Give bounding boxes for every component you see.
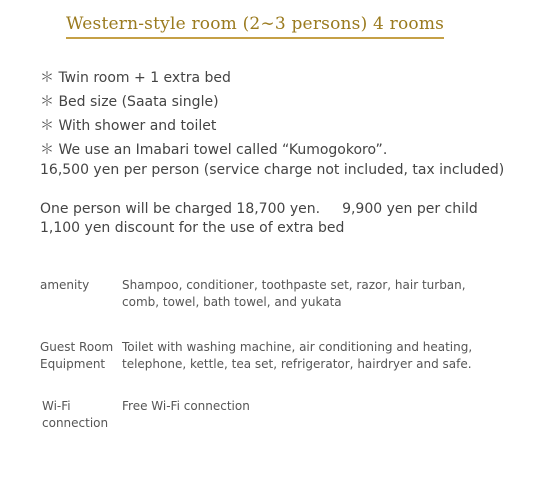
wifi-value: Free Wi-Fi connection (122, 399, 250, 413)
child-price: 9,900 yen per child (342, 201, 478, 217)
price-per-person: 16,500 yen per person (service charge not included, tax included) (40, 162, 505, 178)
equipment-row (40, 339, 492, 373)
extra-bed-discount: 1,100 yen discount for the use of extra bed (40, 220, 345, 236)
feature-item: ＊ Twin room + 1 extra bed (40, 70, 231, 86)
amenity-row (40, 277, 492, 311)
feature-item: ＊ Bed size (Saata single) (40, 94, 219, 110)
equipment-label-line: Guest Room (40, 340, 114, 354)
wifi-label-line: Wi-Fi (42, 399, 71, 413)
wifi-label (42, 398, 122, 432)
feature-item: ＊ With shower and toilet (40, 118, 217, 134)
wifi-label-line: connection (42, 416, 109, 430)
amenity-value: Shampoo, conditioner, toothpaste set, razor, hair turban, comb, towel, bath towel, and yukata (122, 278, 466, 309)
extra-pricing (40, 200, 478, 238)
equipment-label-line: Equipment (40, 357, 106, 371)
room-title: Western-style room (2∼3 persons) 4 rooms (66, 14, 444, 39)
equipment-value: Toilet with washing machine, air conditioning and heating, telephone, kettle, tea set, refrigerator, hairdryer and safe. (122, 340, 473, 371)
wifi-row (42, 398, 492, 432)
room-features-list (40, 66, 387, 162)
equipment-label (40, 339, 122, 373)
feature-item: ＊ We use an Imabari towel called “Kumogokoro”. (40, 142, 388, 158)
amenity-label: amenity (40, 278, 90, 292)
single-occupancy-price: One person will be charged 18,700 yen. (40, 201, 321, 217)
